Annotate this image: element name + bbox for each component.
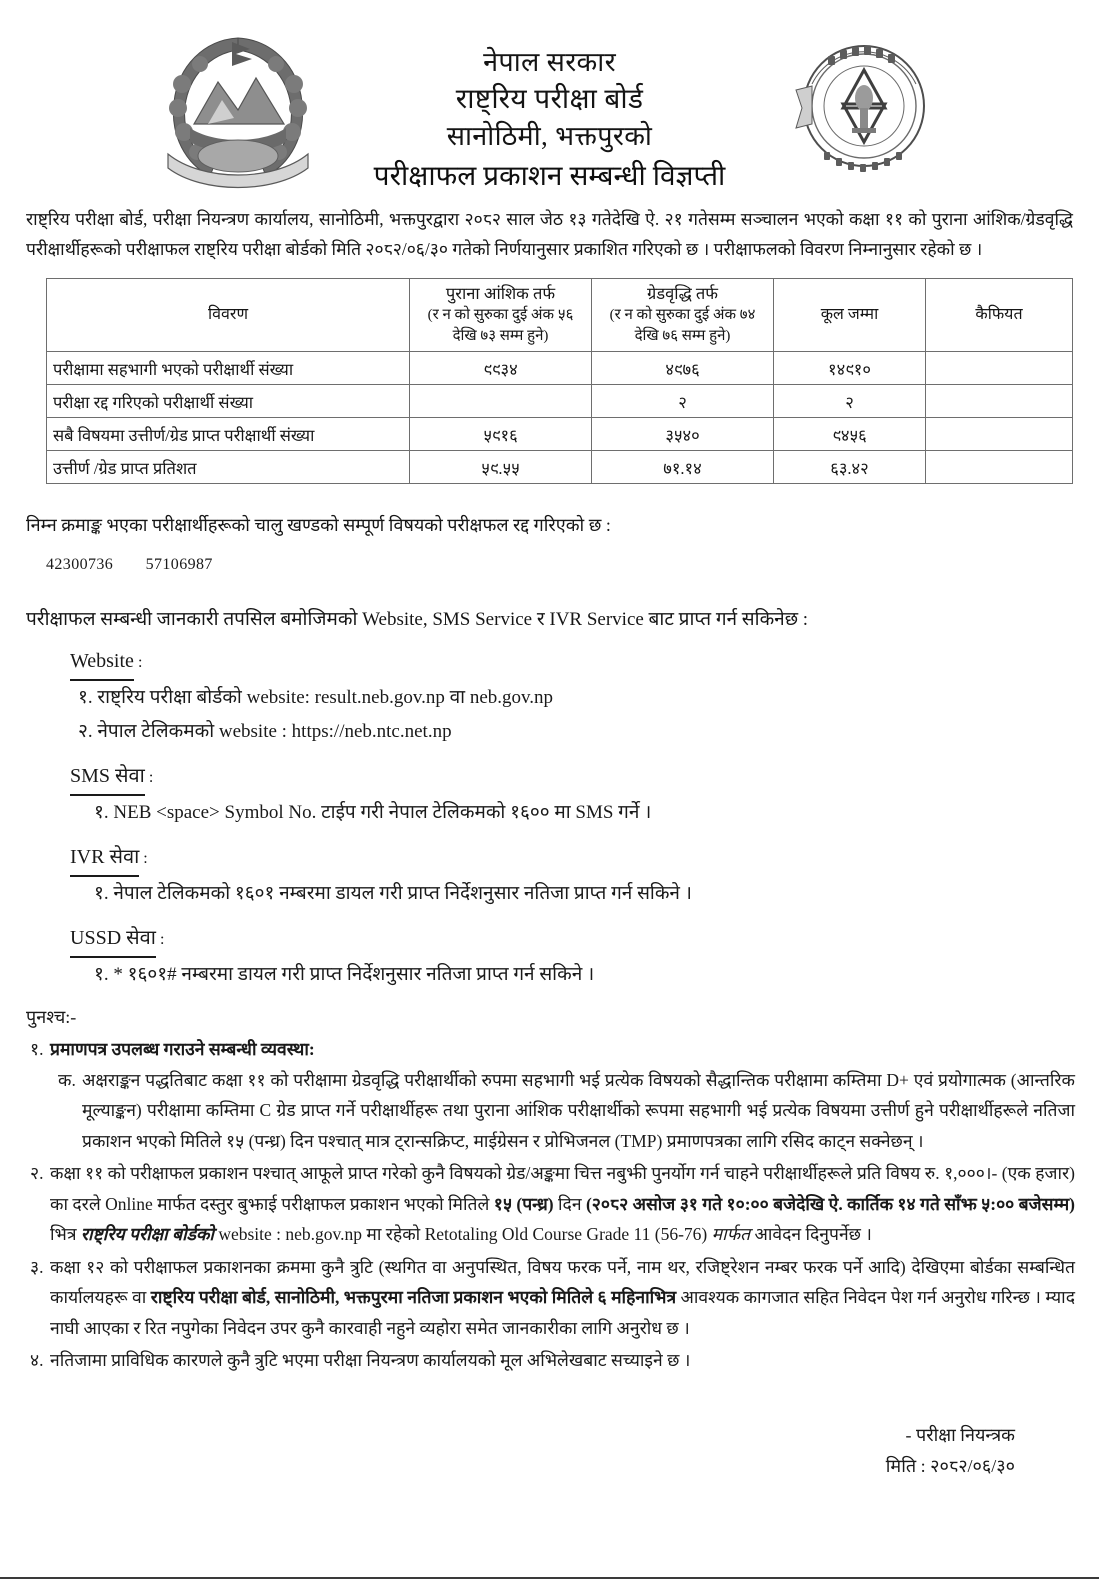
row-grade-increment: ३५४० xyxy=(592,418,774,451)
row-remarks xyxy=(926,418,1073,451)
note-marker: १. xyxy=(30,1039,44,1059)
note-part: दिन xyxy=(553,1193,586,1214)
service-ivr xyxy=(70,830,1075,911)
row-label: परीक्षा रद्द गरिएको परीक्षार्थी संख्या xyxy=(47,385,410,418)
issue-date: मिति : २०८२/०६/३० xyxy=(885,1455,1015,1476)
service-list xyxy=(70,634,1075,992)
signatory: - परीक्षा नियन्त्रक xyxy=(905,1424,1015,1445)
government-name: नेपाल सरकार xyxy=(483,47,616,77)
header-description: विवरण xyxy=(47,279,410,352)
note-part: website : neb.gov.np मा रहेको Retotaling Old Course Grade 11 (56-76) xyxy=(213,1224,712,1244)
service-item: १. * १६०१# नम्बरमा डायल गरी प्राप्त निर्देशनुसार नतिजा प्राप्त गर्न सकिने । xyxy=(94,964,595,985)
header-titles xyxy=(24,44,1075,197)
colon: : xyxy=(139,850,148,867)
service-item: १. नेपाल टेलिकमको १६०१ नम्बरमा डायल गरी प्राप्त निर्देशनुसार नतिजा प्राप्त गर्न सकिने । xyxy=(94,883,692,904)
note-sub-text: अक्षराङ्कन पद्धतिबाट कक्षा ११ को परीक्षामा ग्रेडवृद्धि परीक्षार्थीको रुपमा सहभागी भई प्रत्येक विषयको सैद्धान्तिक परीक्षामा कम्तिमा D+ एवं प्रयोगात्मक (आन्तरिक मूल्याङ्कन) परीक्षामा कम्तिमा C ग्रेड प्राप्त गर्ने परीक्षार्थीहरू तथा पुराना आंशिक परीक्षार्थीको रूपमा सहभागी भई प्रत्येक विषयमा उत्तीर्ण हुने परीक्षार्थीहरूले नतिजा प्रकाशन भएको मितिले १५ (पन्ध्र) दिन पश्चात् मात्र ट्रान्सक्रिप्ट, माईग्रेसन र प्रोभिजनल (TMP) प्रमाणपत्रका लागि रसिद काट्न सक्नेछन् । xyxy=(82,1069,1075,1151)
note-item-1 xyxy=(24,1034,1075,1065)
service-title: IVR सेवा xyxy=(70,840,139,877)
table-row xyxy=(47,451,1073,484)
row-old-partial: ५९१६ xyxy=(410,418,592,451)
row-remarks xyxy=(926,352,1073,385)
row-remarks xyxy=(926,451,1073,484)
service-title: Website xyxy=(70,644,134,681)
bottom-divider xyxy=(0,1577,1099,1579)
table-header-row xyxy=(47,279,1073,352)
service-title: SMS सेवा xyxy=(70,759,145,796)
board-name: राष्ट्रिय परीक्षा बोर्ड xyxy=(455,84,644,115)
cancelled-symbol-numbers xyxy=(46,556,1075,574)
board-address: सानोठिमी, भक्तपुरको xyxy=(446,121,653,151)
document-header xyxy=(24,18,1075,200)
note-sub-marker: क. xyxy=(58,1069,76,1090)
info-channels-heading: परीक्षाफल सम्बन्धी जानकारी तपसिल बमोजिमको Website, SMS Service र IVR Service बाट प्राप्त गर्न सकिनेछ : xyxy=(26,609,809,630)
table-head xyxy=(47,279,1073,352)
result-summary-table xyxy=(46,278,1073,484)
row-label: सबै विषयमा उत्तीर्ण/ग्रेड प्राप्त परीक्षार्थी संख्या xyxy=(47,418,410,451)
note-title: प्रमाणपत्र उपलब्ध गराउने सम्बन्धी व्यवस्था: xyxy=(50,1039,315,1059)
row-old-partial: ५९.५५ xyxy=(410,451,592,484)
row-remarks xyxy=(926,385,1073,418)
intro-paragraph: राष्ट्रिय परीक्षा बोर्ड, परीक्षा नियन्त्रण कार्यालय, सानोठिमी, भक्तपुरद्वारा २०८२ साल जेठ १३ गतेदेखि ऐ. २१ गतेसम्म सञ्चालन भएको कक्षा ११ को पुराना आंशिक/ग्रेडवृद्धि परीक्षार्थीहरूको परीक्षाफल राष्ट्रिय परीक्षा बोर्डको मिति २०८२/०६/३० गतेको निर्णयानुसार प्रकाशित गरिएको छ । परीक्षाफलको विवरण निम्नानुसार रहेको छ । xyxy=(26,209,1073,259)
row-old-partial: ९९३४ xyxy=(410,352,592,385)
colon: : xyxy=(144,769,154,786)
header-old-partial-main: पुराना आंशिक तर्फ xyxy=(445,284,556,303)
header-remarks: कैफियत xyxy=(926,279,1073,352)
service-item: १. NEB <space> Symbol No. टाईप गरी नेपाल टेलिकमको १६०० मा SMS गर्ने । xyxy=(94,802,652,823)
note-bold: राष्ट्रिय परीक्षा बोर्ड, सानोठिमी, भक्तपुरमा नतिजा प्रकाशन भएको मितिले ६ महिनाभित्र xyxy=(150,1287,677,1307)
row-total: ९४५६ xyxy=(774,418,926,451)
row-grade-increment: ४९७६ xyxy=(592,352,774,385)
header-old-partial xyxy=(410,279,592,352)
row-total: २ xyxy=(774,385,926,418)
service-website xyxy=(70,634,1075,749)
cancelled-heading: निम्न क्रमाङ्क भएका परीक्षार्थीहरूको चालु खण्डको सम्पूर्ण विषयको परीक्षफल रद्द गरिएको छ : xyxy=(26,515,611,535)
note-part: आवश्यक कागजात सहित निवेदन पेश गर्न अनुरोध गरिन्छ । म्याद नाघी आएका र रित नपुगेका निवेदन उपर कुनै कारवाही नहुने व्यहोरा समेत जानकारीका लागि अनुरोध छ । xyxy=(50,1287,1075,1338)
header-total: कूल जम्मा xyxy=(774,279,926,352)
note-marker: ३. xyxy=(30,1256,44,1277)
note-part: कक्षा १२ को परीक्षाफल प्रकाशनका क्रममा कुनै त्रुटि (स्थगित वा अनुपस्थित, विषय फरक पर्ने, नाम थर, रजिष्ट्रेशन नम्बर फरक पर्ने आदि) देखिएमा बोर्डका सम्बन्धित कार्यालयहरू वा xyxy=(50,1256,1075,1307)
note-text: नतिजामा प्राविधिक कारणले कुनै त्रुटि भएमा परीक्षा नियन्त्रण कार्यालयको मूल अभिलेखबाट सच्याइने छ । xyxy=(50,1350,691,1370)
symbol-number: 42300736 xyxy=(46,556,114,573)
note-item-2 xyxy=(24,1158,1075,1250)
table-row xyxy=(47,418,1073,451)
row-old-partial xyxy=(410,385,592,418)
colon: : xyxy=(155,931,165,948)
note-marker: २. xyxy=(30,1163,44,1183)
note-bold: (२०८२ असोज ३१ गते १०:०० बजेदेखि ऐ. कार्तिक १४ गते साँझ ५:०० बजेसम्म) xyxy=(585,1193,1076,1214)
note-part: कक्षा ११ को परीक्षाफल प्रकाशन पश्चात् आफूले प्राप्त गरेको कुनै विषयको ग्रेड/अङ्कमा चित्त नबुझी पुनर्योग गर्न चाहने परीक्षार्थीहरूले प्रति विषय रु. १,०००।- (एक हजार) का दरले Online मार्फत दस्तुर बुझाई परीक्षाफल प्रकाशन भएको मितिले xyxy=(50,1163,1075,1214)
row-label: परीक्षामा सहभागी भएको परीक्षार्थी संख्या xyxy=(47,352,410,385)
service-ussd xyxy=(70,911,1075,992)
note-item-3 xyxy=(24,1252,1075,1344)
table-row xyxy=(47,352,1073,385)
note-text xyxy=(50,1252,1075,1344)
row-label: उत्तीर्ण /ग्रेड प्राप्त प्रतिशत xyxy=(47,451,410,484)
note-bold: १५ (पन्ध्र) xyxy=(493,1193,554,1214)
row-total: ६३.४२ xyxy=(774,451,926,484)
note-text xyxy=(50,1158,1075,1250)
notice-title: परीक्षाफल प्रकाशन सम्बन्धी विज्ञप्ती xyxy=(373,161,726,192)
row-total: १४९१० xyxy=(774,352,926,385)
header-grade-increment-main: ग्रेडवृद्धि तर्फ xyxy=(646,284,719,303)
service-sms xyxy=(70,749,1075,830)
note-marker: ४. xyxy=(30,1350,44,1370)
row-grade-increment: ७१.१४ xyxy=(592,451,774,484)
symbol-number: 57106987 xyxy=(145,556,213,573)
header-grade-increment xyxy=(592,279,774,352)
table-body xyxy=(47,352,1073,484)
colon: : xyxy=(133,654,143,671)
service-item: १. राष्ट्रिय परीक्षा बोर्डको website: result.neb.gov.np वा neb.gov.np xyxy=(78,687,554,708)
service-item: २. नेपाल टेलिकमको website : https://neb.ntc.net.np xyxy=(78,721,452,742)
note-bold-italic: राष्ट्रिय परीक्षा बोर्डको xyxy=(80,1224,214,1244)
header-grade-increment-sub: (र न को सुरुका दुई अंक ७४ देखि ७६ सम्म हुने) xyxy=(609,307,756,344)
note-part: आवेदन दिनुपर्नेछ । xyxy=(750,1224,872,1244)
note-item-1-sub-a xyxy=(58,1065,1075,1157)
note-italic: मार्फत xyxy=(711,1224,751,1244)
service-title: USSD सेवा xyxy=(70,921,156,958)
document-footer xyxy=(24,1420,1075,1482)
postscript-label: पुनश्च:- xyxy=(26,1007,77,1027)
note-part: भित्र xyxy=(50,1224,81,1244)
header-old-partial-sub: (र न को सुरुका दुई अंक ५६ देखि ७३ सम्म हुने) xyxy=(427,307,574,344)
table-row xyxy=(47,385,1073,418)
notes-list xyxy=(24,1034,1075,1376)
row-grade-increment: २ xyxy=(592,385,774,418)
note-item-4 xyxy=(24,1345,1075,1376)
